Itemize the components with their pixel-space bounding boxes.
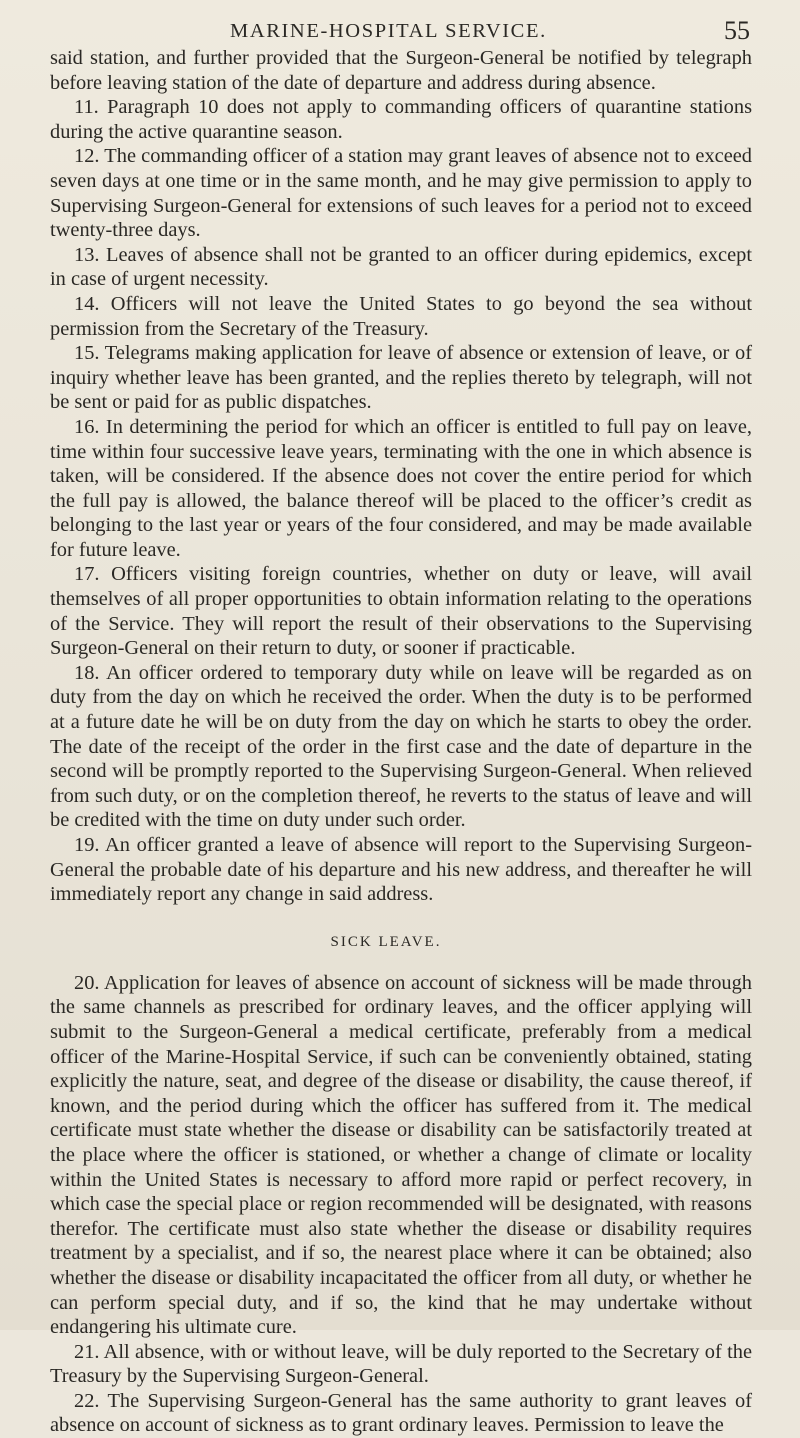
paragraph-22: 22. The Supervising Surgeon-General has the same authority to grant leaves of absence on account of sickness as to grant ordinary leaves. Permission to leave the [50, 1389, 752, 1437]
paragraph-14: 14. Officers will not leave the United States to go beyond the sea without permission from the Secretary of the Treasury. [50, 292, 752, 340]
paragraph-continuation: said station, and further provided that the Surgeon-General be notified by telegraph before leaving station of the date of departure and address during absence. [50, 47, 752, 94]
running-header [50, 0, 752, 46]
paragraph-11: 11. Paragraph 10 does not apply to commanding officers of quarantine stations during the active quarantine season. [50, 96, 752, 143]
paragraph-13: 13. Leaves of absence shall not be granted to an officer during epidemics, except in case of urgent necessity. [50, 243, 752, 291]
body-text [50, 46, 752, 1438]
paragraph-15: 15. Telegrams making application for leave of absence or extension of leave, or of inquiry whether leave has been granted, and the replies thereto by telegraph, will not be sent or paid for as public dispatches. [50, 342, 752, 414]
section-heading-sick-leave: SICK LEAVE. [330, 933, 442, 950]
paragraph-20: 20. Application for leaves of absence on account of sickness will be made through the same channels as prescribed for ordinary leaves, and the officer applying will submit to the Surgeon-General a medical certificate, preferably from a medical officer of the Marine-Hospital Service, if such can be conveniently obtained, stating explicitly the nature, seat, and degree of the disease or disability, the cause thereof, if known, and the period during which the officer has suffered from it. The medical certificate must state whether the disease or disability can be satisfactorily treated at the place where the officer is stationed, or whether a change of climate or locality within the United States is necessary to afford more rapid or perfect recovery, in which case the special place or region recommended will be designated, with reasons therefor. The certificate must also state whether the disease or disability requires treatment by a specialist, and if so, the nearest place where it can be obtained; also whether the disease or disability incapacitated the officer from all duty, or whether he can perform special duty, and if so, the kind that he may undertake without endangering his ultimate cure. [50, 971, 752, 1339]
paragraph-21: 21. All absence, with or without leave, will be duly reported to the Secretary of the Treasury by the Supervising Surgeon-General. [50, 1340, 752, 1388]
paragraph-16: 16. In determining the period for which an officer is entitled to full pay on leave, time within four successive leave years, terminating with the one in which absence is taken, will be considered. If the absence does not cover the entire period for which the full pay is allowed, the balance thereof will be placed to the officer’s credit as belonging to the last year or years of the four considered, and may be made available for future leave. [50, 415, 752, 561]
paragraph-18: 18. An officer ordered to temporary duty while on leave will be regarded as on duty from the day on which he received the order. When the duty is to be performed at a future date he will be on duty from the day on which he starts to obey the order. The date of the receipt of the order in the first case and the date of departure in the second will be promptly reported to the Supervising Surgeon-General. When relieved from such duty, or on the completion thereof, he reverts to the status of leave and will be credited with the time on duty under such order. [50, 661, 752, 832]
paragraph-19: 19. An officer granted a leave of absence will report to the Supervising Surgeon-General the probable date of his departure and his new address, and thereafter he will immediately report any change in said address. [50, 834, 752, 906]
paragraph-17: 17. Officers visiting foreign countries, whether on duty or leave, will avail themselves of all proper opportunities to obtain information relating to the operations of the Service. They will report the result of their observations to the Supervising Surgeon-General on their return to duty, or sooner if practicable. [50, 563, 752, 660]
page-number: 55 [724, 16, 750, 45]
header-title: MARINE-HOSPITAL SERVICE. [230, 20, 547, 42]
paragraph-12: 12. The commanding officer of a station may grant leaves of absence not to exceed seven days at one time or in the same month, and he may give permission to apply to Supervising Surgeon-General for extensions of such leaves for a period not to exceed twenty-three days. [50, 145, 752, 242]
